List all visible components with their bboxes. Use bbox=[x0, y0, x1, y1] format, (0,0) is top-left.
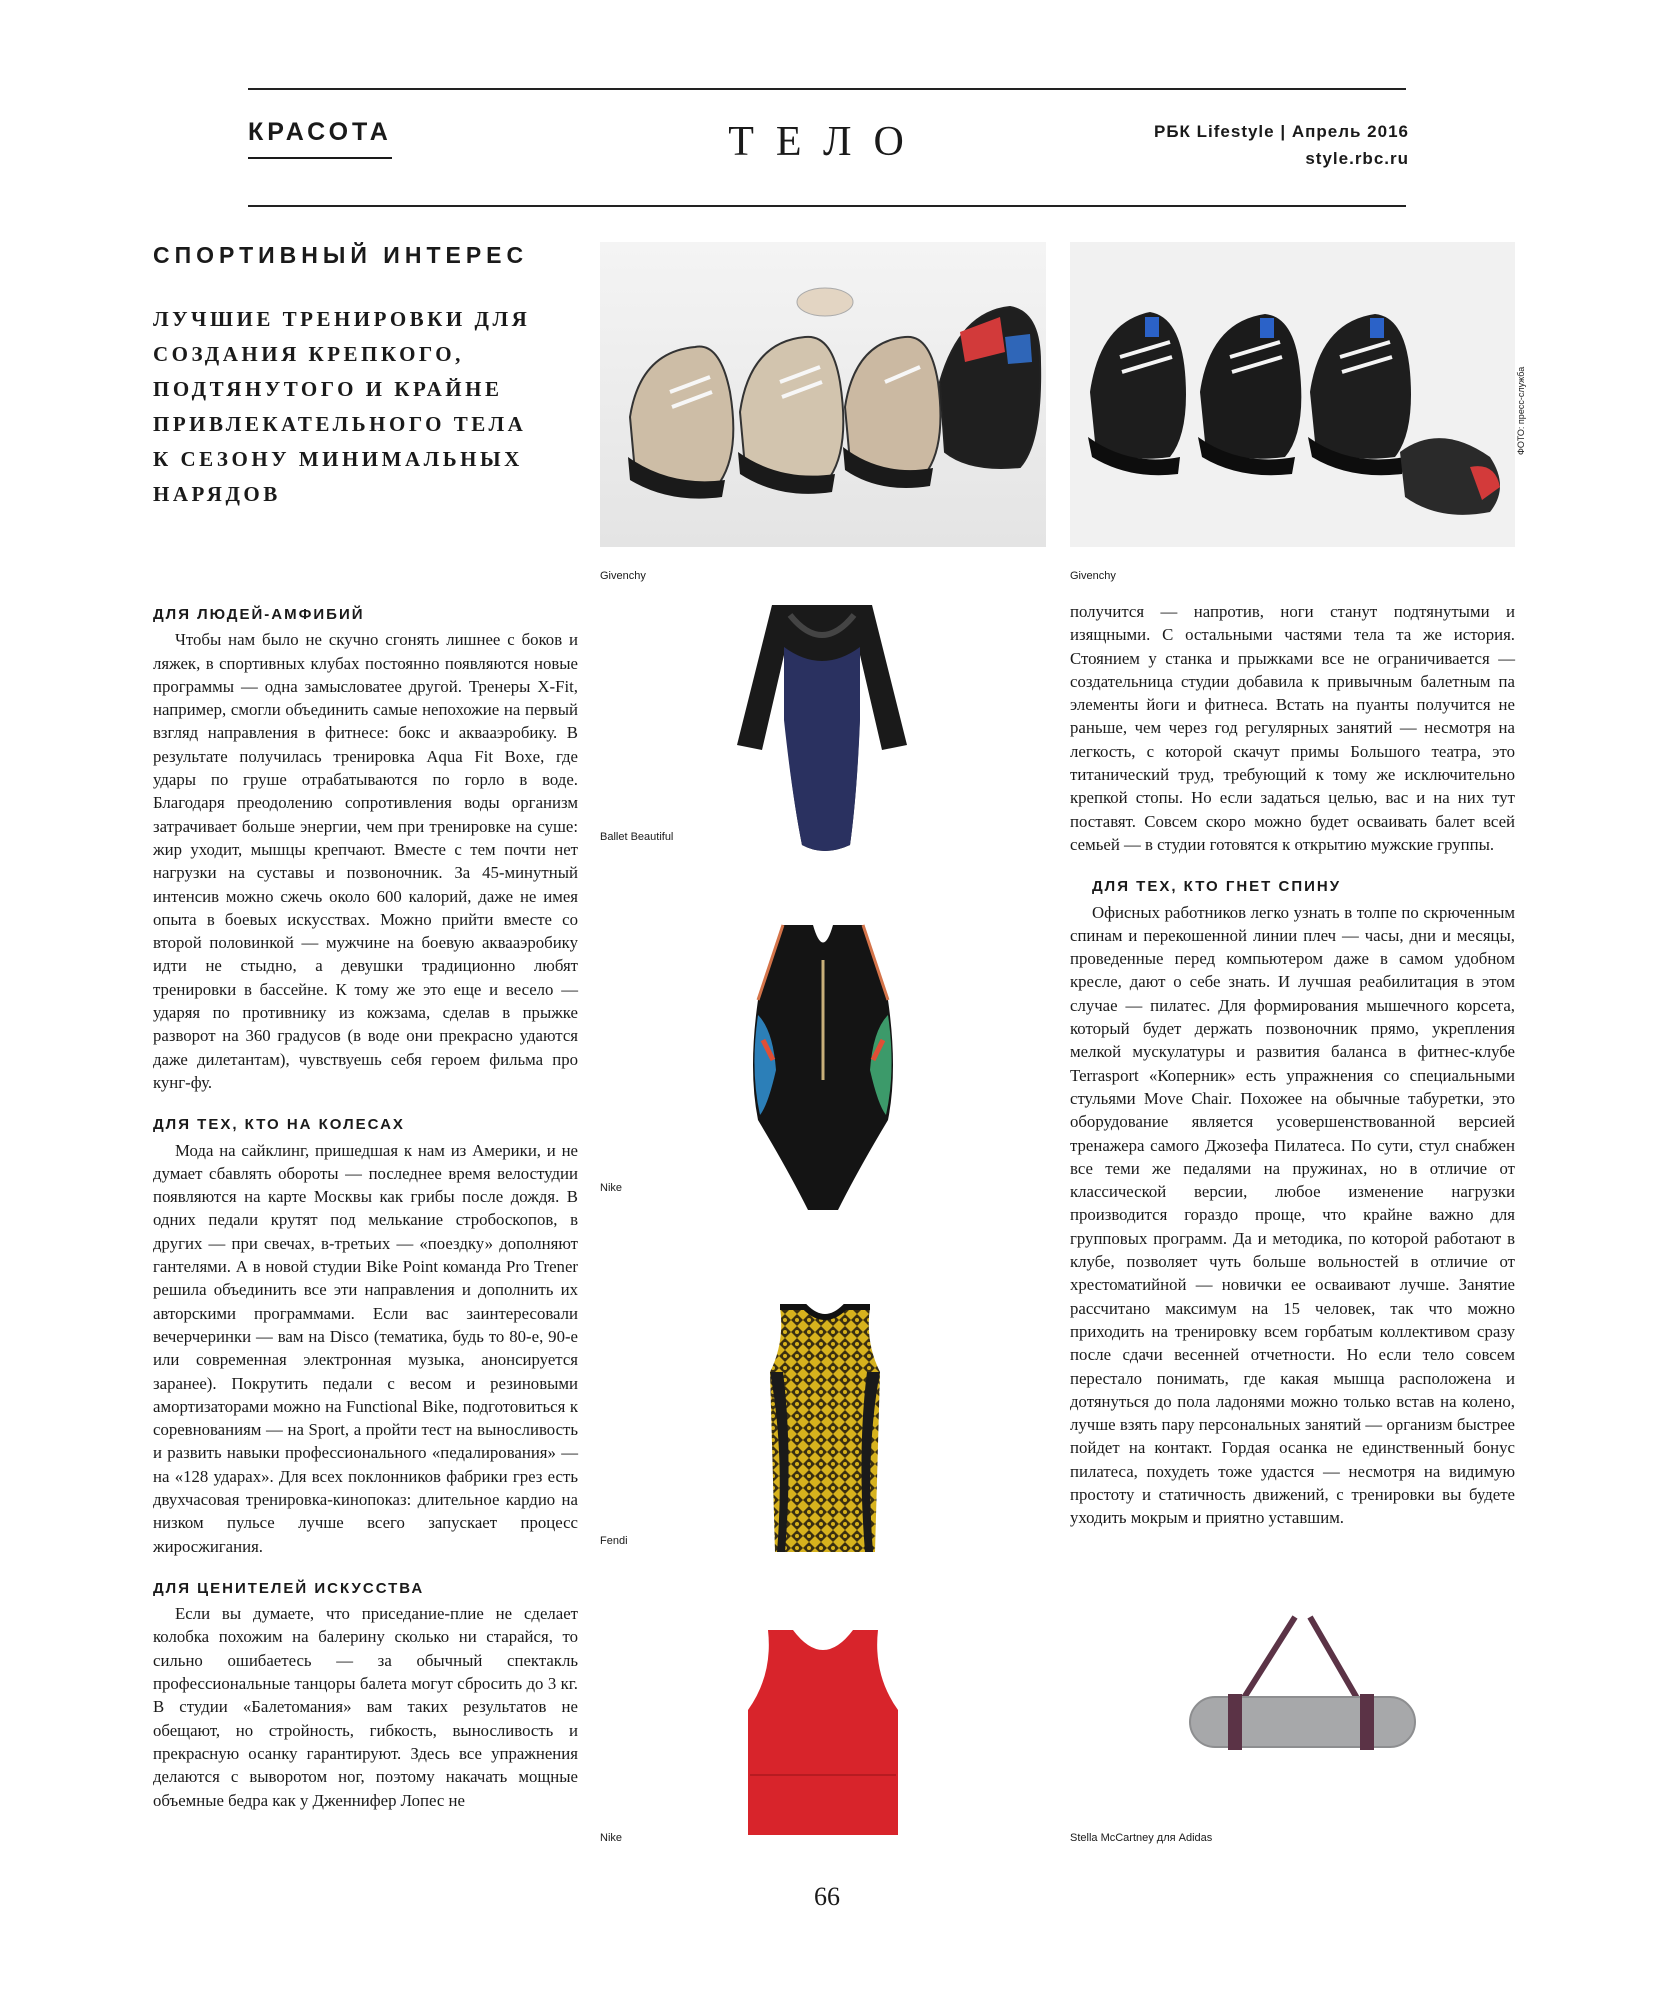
article-kicker: СПОРТИВНЫЙ ИНТЕРЕС bbox=[153, 242, 529, 268]
page-number: 66 bbox=[814, 1882, 840, 1911]
caption-sneakers-left: Givenchy bbox=[600, 570, 646, 582]
caption-swimsuit: Nike bbox=[600, 1182, 623, 1194]
paragraph-back: Офисных работников легко узнать в толпе по скрюченным спинам и перекошенной линии плеч — часы, дни и месяцы, проведенные перед компьютером даже в самом удобном кресле, дают о себе знать. И лучшая реабилитация в этом случае — пилатес. Для формирования мышечного корсета, который будет держать позвоночник прямо, укрепления мелкой мускулатуры и развития баланса в фитнес-клубе Terrasport «Коперник» есть упражнения со специальными стульями Move Chair. Похожее на обычные табуретки, это оборудование является усовершенствованной версией тренажера самого Джозефа Пилатеса. По сути, стул снабжен все теми же педалями на пружинах, но в отличие от классической версии, любое изменение нагрузки производится гораздо проще, что крайне важно для групповых программ. Да и методика, по которой работают в клубе, позволяет чуть больше вольностей в отличие от хрестоматийной — новички ее осваивают лучше. Занятие рассчитано максимум на 15 человек, так что можно приходить на тренировку всем горбатым коллективом сразу после сдачи весенней отчетности. Но если тело совсем перестало понимать, где какая мышца расположена и дотянуться до пола ладонями можно только встав на колено, лучше взять пару персональных занятий — организм быстрее пойдет на контакт. Гордая осанка не единственный бонус пилатеса, похудеть тоже удастся — несмотря на видимую простоту и статичность движений, с тренировки вы будете уходить мокрым и приятно уставшим. bbox=[1070, 902, 1515, 1528]
caption-tank: Fendi bbox=[600, 1535, 628, 1547]
paragraph-continuation: получится — напротив, ноги станут подтянутыми и изящными. С остальными частями тела та же история. Стоянием у станка и прыжками все не ограничивается — создательница студии добавила к привычным балетным па элементы йоги и фитнеса. Встать на пуанты получится не раньше, чем через год регулярных занятий — несмотря на легкость, с которой скачут примы Большого театра, это титанический труд, требующий к тому же исключительно крепкой стопы. Но если задаться целью, вас и на них тут поставят. Совсем скоро можно будет осваивать балет всей семьей — в студии готовятся к открытию мужские группы. bbox=[1070, 602, 1515, 854]
article-deck: ЛУЧШИЕ ТРЕНИРОВКИ ДЛЯ СОЗДАНИЯ КРЕПКОГО, ПОДТЯНУТОГО И КРАЙНЕ ПРИВЛЕКАТЕЛЬНОГО ТЕЛА К СЕЗОНУ МИНИМАЛЬНЫХ НАРЯДОВ bbox=[153, 307, 531, 506]
subhead-art: ДЛЯ ЦЕНИТЕЛЕЙ ИСКУССТВА bbox=[153, 1579, 425, 1597]
swimsuit-image bbox=[738, 920, 908, 1220]
section-tag: КРАСОТА bbox=[248, 118, 392, 159]
top-rule bbox=[248, 88, 1406, 90]
sneakers-photo-left bbox=[600, 242, 1046, 547]
subhead-cycling: ДЛЯ ТЕХ, КТО НА КОЛЕСАХ bbox=[153, 1116, 405, 1134]
header-rule bbox=[248, 205, 1406, 207]
crop-top-image bbox=[738, 1625, 908, 1840]
caption-bodysuit: Ballet Beautiful bbox=[600, 831, 674, 843]
subhead-amphibians: ДЛЯ ЛЮДЕЙ-АМФИБИЙ bbox=[153, 606, 365, 623]
caption-crop-top: Nike bbox=[600, 1832, 623, 1844]
paragraph-cycling: Мода на сайклинг, пришедшая к нам из Америки, и не думает сбавлять обороты — последнее время велостудии появляются на карте Москвы как грибы после дождя. В одних педали крутят под мелькание стробоскопов, в других — при свечах, в-третьих — «поездку» дополняют гантелями. А в новой студии Bike Point команда Pro Trener решила объединить все эти направления и дополнить их авторскими программами. Если вас заинтересовали вечерчеринки — вам на Disco (тематика, будь то 80-е, 90-е или современная электронная музыка, анонсируется заранее). Покрутить педали с весом и резиновыми амортизаторами можно на Functional Bike, подготовиться к соревнованиям — на Sport, а пройти тест на выносливость и развить навыки профессионального «педалирования» — на «128 ударах». Для всех поклонников фабрики грез есть двухчасовая тренировка-кинопоказ: длительное кардио на низком пульсе лучше всего запускает процесс жиросжигания. bbox=[153, 1140, 578, 1556]
paragraph-art: Если вы думаете, что приседание-плие не сделает колобка похожим на балерину сколько ни старайся, то сильно ошибаетесь — за обычный спектакль профессиональные танцоры балета могут сбросить до 3 кг. В студии «Балетомания» вам таких результатов не обещают, но стройность, гибкость, выносливость и прекрасную осанку гарантируют. Здесь все упражнения делаются с выворотом ног, поэтому накачать мощные объемные бедра как у Дженнифер Лопес не bbox=[153, 1604, 578, 1810]
photo-credit: ФОТО: пресс-служба bbox=[1516, 366, 1526, 455]
sneakers-photo-right bbox=[1070, 242, 1515, 547]
tank-image bbox=[755, 1302, 895, 1562]
subhead-back: ДЛЯ ТЕХ, КТО ГНЕТ СПИНУ bbox=[1092, 878, 1342, 896]
issue-info bbox=[1154, 118, 1409, 172]
yoga-mat-image bbox=[1180, 1612, 1425, 1782]
rubric-title: ТЕЛО bbox=[728, 119, 926, 165]
site-url: style.rbc.ru bbox=[1305, 149, 1409, 168]
caption-yoga-mat: Stella McCartney для Adidas bbox=[1070, 1832, 1213, 1844]
right-column bbox=[1070, 600, 1515, 1530]
caption-sneakers-right: Givenchy bbox=[1070, 570, 1116, 582]
paragraph-amphibians: Чтобы нам было не скучно сгонять лишнее с боков и ляжек, в спортивных клубах постоянно появляются новые программы — одна замысловатее другой. Тренеры X-Fit, например, смогли объединить самые непохожие на первый взгляд направления в фитнесе: бокс и аквааэробику. В результате получилась тренировка Aqua Fit Boxe, где удары по груше отрабатываются по горло в воде. Благодаря преодолению сопротивления воды организм затрачивает больше энергии, чем при тренировке на суше: жир уходит, мышцы крепчают. Вместе с тем почти нет нагрузки на суставы и позвоночник. За 45-минутный интенсив можно сжечь около 600 калорий, даже не имея опыта в боевых искусствах. Можно прийти вместе со второй половинкой — мужчине на боевую аквааэробику идти не стыдно, а девушки традиционно любят тренировки в бассейне. К тому же это еще и весело — ударяя по противнику из кожзама, сделав в прыжке разворот на 360 градусов (в воде они прекрасно удаются даже дилетантам), чувствуешь себя героем фильма про кунг-фу. bbox=[153, 630, 578, 1092]
left-column bbox=[153, 603, 578, 1812]
issue-line: РБК Lifestyle | Апрель 2016 bbox=[1153, 122, 1409, 141]
bodysuit-image bbox=[732, 595, 912, 865]
